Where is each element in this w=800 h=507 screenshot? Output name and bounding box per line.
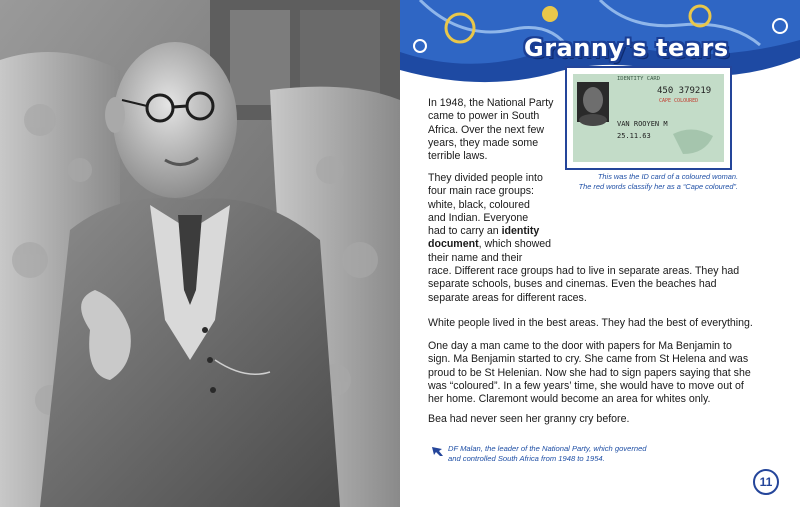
- text-line: four main race groups:: [428, 185, 534, 198]
- text-line: terrible laws.: [428, 150, 488, 163]
- white-people-paragraph: White people lived in the best areas. They had the best of everything.: [428, 317, 753, 329]
- caption-line: The red words classify her as a “Cape coloured”.: [578, 181, 738, 191]
- text-line: her home. Claremont would become an area for whites only.: [428, 393, 711, 406]
- text-span: had to carry an: [428, 225, 502, 238]
- text-line: proud to be St Helenian. Now she had to sign papers saying that she: [428, 366, 751, 379]
- text-line: their name and their: [428, 251, 523, 264]
- page-title: Granny's tears: [524, 34, 729, 62]
- bea-paragraph: Bea had never seen her granny cry before.: [428, 413, 630, 425]
- page-number: 11: [753, 469, 779, 495]
- separate-areas-paragraph: [428, 265, 778, 305]
- text-line: race. Different race groups had to live in separate areas. They had: [428, 265, 740, 277]
- text-line: One day a man came to the door with papers for Ma Benjamin to: [428, 340, 732, 352]
- text-line: came to power in South: [428, 110, 540, 123]
- caption-line: This was the ID card of a coloured woman.: [597, 172, 738, 181]
- id-card-frame: [565, 66, 732, 170]
- text-line: separate areas for different races.: [428, 291, 587, 304]
- id-card-classification: CAPE COLOURED: [659, 98, 699, 104]
- text-line: sign. Ma Benjamin started to cry. She came from St Helena and was: [428, 353, 749, 366]
- id-card-number: 450 379219: [657, 86, 712, 96]
- race-groups-paragraph: [428, 172, 568, 265]
- id-card-date: 25.11.63: [617, 132, 651, 140]
- ma-benjamin-paragraph: [428, 340, 778, 406]
- text-line: white, black, coloured: [428, 198, 530, 211]
- caption-line: and controlled South Africa from 1948 to 1954.: [448, 454, 605, 463]
- photo-caption: [448, 444, 708, 464]
- text-line: years, they made some: [428, 136, 539, 149]
- text-line: In 1948, the National Party: [428, 97, 554, 109]
- identity-term: identity: [501, 225, 540, 238]
- id-card-image: [573, 74, 724, 162]
- text-line: They divided people into: [428, 172, 543, 184]
- document-term: document: [428, 238, 479, 251]
- id-card-header: IDENTITY CARD: [617, 76, 661, 82]
- text-line: was “coloured”. In a few years’ time, she would have to move out of: [428, 379, 744, 392]
- id-card-name: VAN ROOYEN M: [617, 120, 668, 128]
- text-line: and Indian. Everyone: [428, 211, 529, 224]
- caption-line: DF Malan, the leader of the National Party, which governed: [448, 444, 647, 453]
- text-line: [428, 238, 568, 251]
- intro-paragraph: [428, 97, 568, 163]
- text-line: separate schools, buses and cinemas. Even the beaches had: [428, 278, 717, 291]
- text-line: [428, 225, 568, 238]
- text-span: , which showed: [478, 238, 552, 251]
- text-line: Africa. Over the next few: [428, 123, 544, 136]
- story-page: [400, 0, 800, 507]
- id-card-caption: [550, 172, 738, 191]
- arrow-left-icon: [430, 445, 444, 457]
